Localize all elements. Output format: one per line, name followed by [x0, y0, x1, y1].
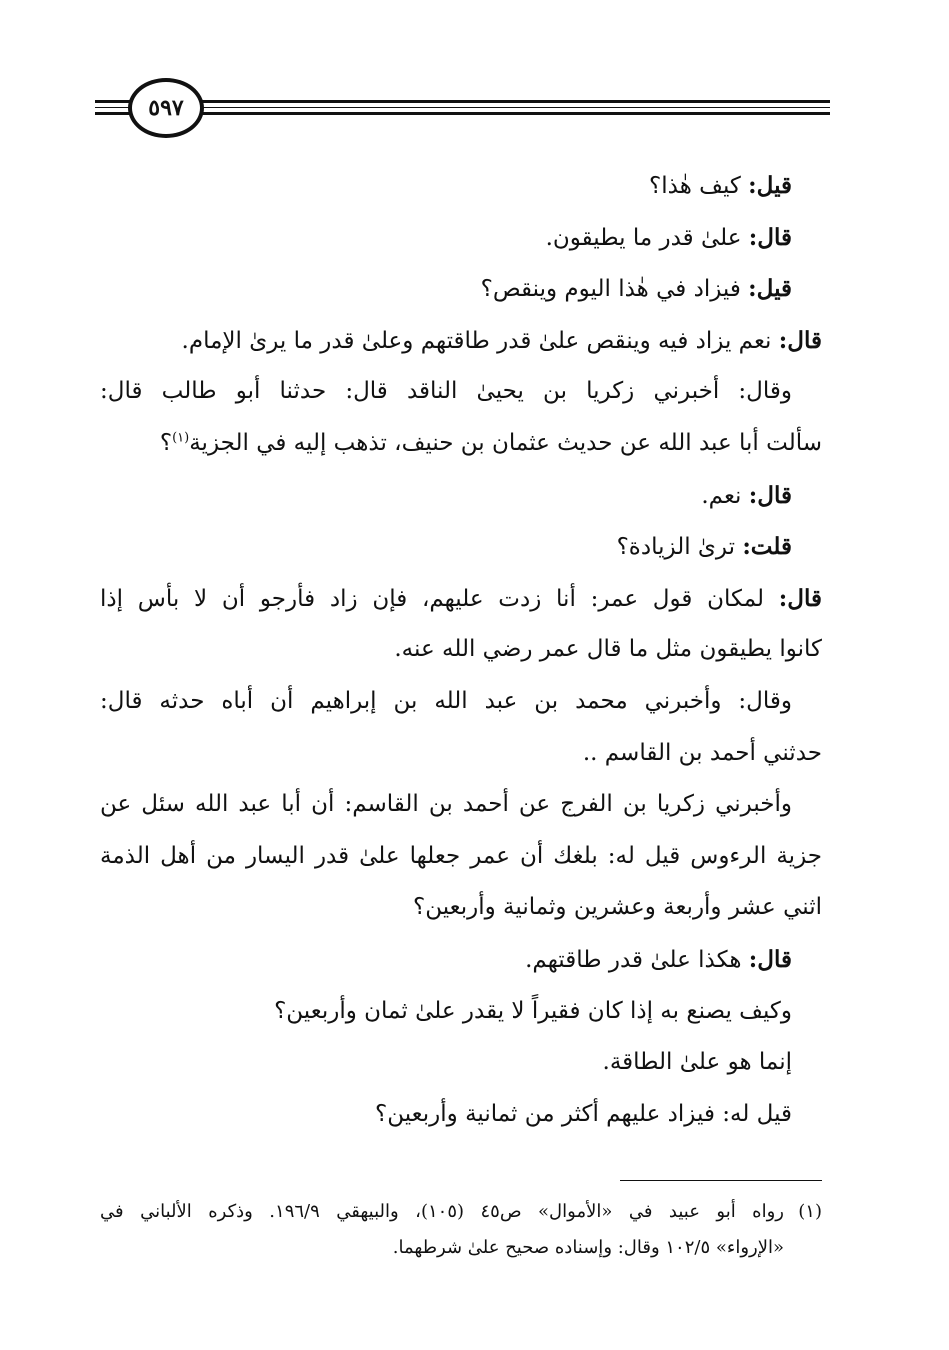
speaker-label: قيل:: [748, 275, 792, 303]
footnote-reference[interactable]: (١): [172, 430, 190, 446]
page-number: ٥٩٧: [128, 78, 204, 138]
main-text: [100, 160, 822, 1140]
text-line: حدثني أحمد بن القاسم ..: [582, 739, 822, 766]
header-rule-top: [165, 100, 830, 103]
text-line: إنما هو علىٰ الطاقة.: [602, 1049, 792, 1076]
footnote-number: (١): [798, 1201, 822, 1222]
speaker-label: قال:: [748, 945, 792, 973]
speaker-label: قال:: [748, 223, 792, 251]
header-rule-middle: [165, 107, 830, 108]
text-line: وقال: أخبرني زكريا بن يحيىٰ الناقد قال: حدثنا أبو طالب قال:: [100, 378, 792, 405]
page-header: [95, 78, 830, 138]
text-line: وكيف يصنع به إذا كان فقيراً لا يقدر علىٰ ثمان وأربعين؟: [274, 997, 792, 1024]
text-line: قيل: فيزاد في هٰذا اليوم وينقص؟: [480, 275, 792, 303]
text-line: قال: هكذا علىٰ قدر طاقتهم.: [525, 945, 792, 973]
text-line: قال: نعم.: [701, 481, 792, 509]
text-line: قيل: كيف هٰذا؟: [649, 172, 792, 199]
text-line: قيل له: فيزاد عليهم أكثر من ثمانية وأربعين؟: [375, 1100, 792, 1127]
text-line: وقال: وأخبرني محمد بن عبد الله بن إبراهيم أن أباه حدثه قال:: [100, 687, 792, 714]
footnote-divider: [620, 1180, 822, 1181]
speaker-label: قيل:: [748, 172, 792, 199]
text-line: كانوا يطيقون مثل ما قال عمر رضي الله عنه.: [394, 636, 822, 663]
header-rule-bottom: [165, 112, 830, 115]
text-line: وأخبرني زكريا بن الفرج عن أحمد بن القاسم: أن أبا عبد الله سئل عن: [100, 791, 792, 818]
text-line: قلت: ترىٰ الزيادة؟: [616, 533, 792, 561]
footnotes: [100, 1194, 822, 1266]
text-line: قال: لمكان قول عمر: أنا زدت عليهم، فإن زاد فأرجو أن لا بأس إذا: [100, 584, 822, 612]
text-line: اثني عشر وأربعة وعشرين وثمانية وأربعين؟: [412, 894, 822, 921]
speaker-label: قال:: [778, 326, 822, 354]
text-line: جزية الرءوس قيل له: بلغك أن عمر جعلها علىٰ قدر اليسار من أهل الذمة: [100, 842, 822, 869]
speaker-label: قال:: [778, 584, 822, 612]
text-line: سألت أبا عبد الله عن حديث عثمان بن حنيف، تذهب إليه في الجزية$^{(١)}$؟: [159, 429, 822, 456]
footnote-line: (١)رواه أبو عبيد في «الأموال» ص٤٥ (١٠٥)، والبيهقي ١٩٦/٩. وذكره الألباني في: [100, 1194, 822, 1230]
text-line: قال: علىٰ قدر ما يطيقون.: [545, 223, 792, 251]
footnote-line: «الإرواء» ١٠٢/٥ وقال: وإسناده صحيح علىٰ شرطهما.: [392, 1237, 784, 1258]
speaker-label: قال:: [748, 481, 792, 509]
speaker-label: قلت:: [742, 533, 792, 561]
text-line: قال: نعم يزاد فيه وينقص علىٰ قدر طاقتهم وعلىٰ قدر ما يرىٰ الإمام.: [181, 326, 822, 354]
